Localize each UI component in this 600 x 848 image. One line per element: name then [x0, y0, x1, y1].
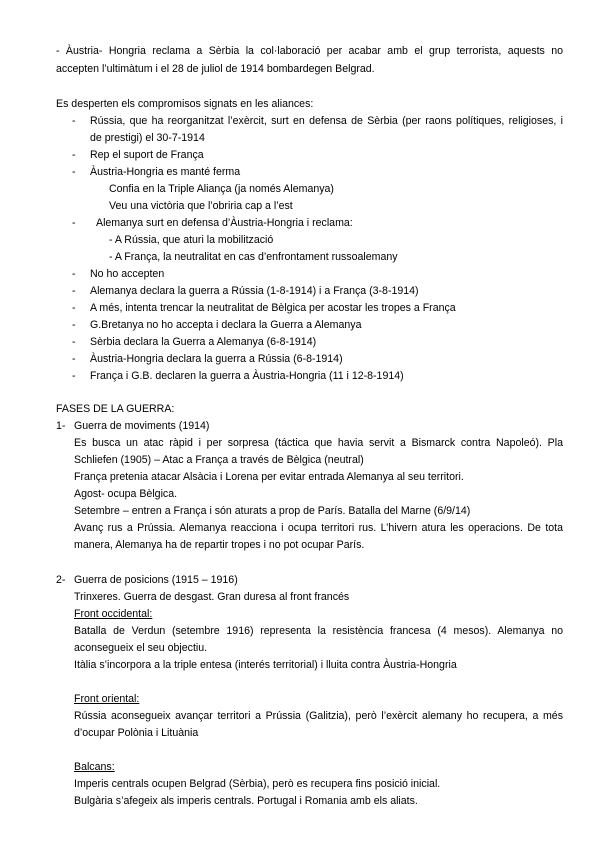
russia-line-2: de prestigi) el 30-7-1914 — [90, 132, 205, 144]
phase-1-line-3: França pretenia atacar Alsàcia i Lorena per evitar entrada Alemanya al seu territori. — [74, 471, 464, 483]
phase-1-line-2: Schliefen (1905) – Atac a França a través de Bèlgica (neutral) — [74, 454, 364, 466]
france-line: França i G.B. declaren la guerra a Àustria-Hongria (11 i 12-8-1914) — [90, 370, 404, 382]
refuse-line: No ho accepten — [90, 268, 165, 280]
bullet-dash: - — [72, 353, 76, 365]
phase-2-title: Guerra de posicions (1915 – 1916) — [74, 574, 238, 586]
western-line-2: aconsegueix el seu objectiu. — [74, 642, 208, 654]
trust-line: Confia en la Triple Aliança (ja només Alemanya) — [109, 183, 334, 195]
western-line-1: Batalla de Verdun (setembre 1916) representa la resistència francesa (4 mesos). Alemanya no — [74, 625, 563, 637]
support-line: Rep el suport de França — [90, 149, 204, 161]
ah-line: Àustria-Hongria declara la guerra a Rússia (6-8-1914) — [90, 353, 343, 365]
bullet-dash: - — [72, 217, 76, 229]
phase-2-number: 2- — [56, 574, 66, 586]
eastern-front-title: Front oriental: — [74, 693, 140, 705]
western-line-3: Itàlia s’incorpora a la triple entesa (interés territorial) i lluita contra Àustria-Hongria — [74, 659, 457, 671]
phase-1-line-6: Avanç rus a Prússia. Alemanya reacciona i ocupa territori rus. L’hivern atura les operacions. De tota — [74, 522, 563, 534]
russia-line-1: Rússia, que ha reorganitzat l’exèrcit, surt en defensa de Sèrbia (per raons polítiques, religioses, i — [90, 115, 563, 127]
alliances-heading: Es desperten els compromisos signats en les aliances: — [56, 98, 314, 110]
germany-line: Alemanya surt en defensa d’Àustria-Hongria i reclama: — [96, 217, 353, 229]
bullet-dash: - — [72, 149, 76, 161]
bullet-dash: - — [72, 166, 76, 178]
austria-line: Àustria-Hongria es manté ferma — [90, 166, 241, 178]
intro-line-2: accepten l’ultimàtum i el 28 de juliol de 1914 bombardegen Belgrad. — [56, 63, 375, 75]
western-front-title: Front occidental: — [74, 608, 153, 620]
bullet-dash: - — [72, 302, 76, 314]
bullet-dash: - — [72, 285, 76, 297]
demand-france: - A França, la neutralitat en cas d’enfrontament russoalemany — [109, 251, 398, 263]
bullet-dash: - — [72, 115, 76, 127]
phase-1-title: Guerra de moviments (1914) — [74, 420, 210, 432]
balkans-line-1: Imperis centrals ocupen Belgrad (Sèrbia), però es recupera fins posició inicial. — [74, 778, 441, 790]
belgium-line: A més, intenta trencar la neutralitat de Bèlgica per acostar les tropes a França — [90, 302, 456, 314]
bullet-dash: - — [72, 370, 76, 382]
victory-line: Veu una victòria que l’obriria cap a l’est — [109, 200, 293, 212]
intro-line-1: - Àustria- Hongria reclama a Sèrbia la col·laboració per acabar amb el grup terrorista, aquests no — [56, 45, 563, 57]
balkans-line-2: Bulgària s’afegeix als imperis centrals. Portugal i Romania amb els aliats. — [74, 795, 418, 807]
phases-heading: FASES DE LA GUERRA: — [56, 403, 175, 415]
phase-1-line-4: Agost- ocupa Bèlgica. — [74, 488, 178, 500]
eastern-line-1: Rússia aconsegueix avançar territori a Prússia (Galitzia), però l’exèrcit alemany ho recupera, a més — [74, 710, 563, 722]
declare-line: Alemanya declara la guerra a Rússia (1-8-1914) i a França (3-8-1914) — [90, 285, 419, 297]
bullet-dash: - — [72, 268, 76, 280]
phase-1-line-5: Setembre – entren a França i són aturats a prop de París. Batalla del Marne (6/9/14) — [74, 505, 471, 517]
serbia-line: Sèrbia declara la Guerra a Alemanya (6-8-1914) — [90, 336, 317, 348]
demand-russia: - A Rússia, que aturi la mobilització — [109, 234, 274, 246]
bullet-dash: - — [72, 319, 76, 331]
bullet-dash: - — [72, 336, 76, 348]
phase-1-line-7: manera, Alemanya ha de repartir tropes i no pot ocupar París. — [74, 539, 365, 551]
eastern-line-2: d’ocupar Polònia i Lituània — [74, 727, 199, 739]
balkans-title: Balcans: — [74, 761, 115, 773]
phase-2-line-1: Trinxeres. Guerra de desgast. Gran duresa al front francés — [74, 591, 350, 603]
phase-1-number: 1- — [56, 420, 66, 432]
phase-1-line-1: Es busca un atac ràpid i per sorpresa (táctica que havia servit a Bismarck contra Napoleó). Pla — [74, 437, 563, 449]
gb-line: G.Bretanya no ho accepta i declara la Guerra a Alemanya — [90, 319, 362, 331]
